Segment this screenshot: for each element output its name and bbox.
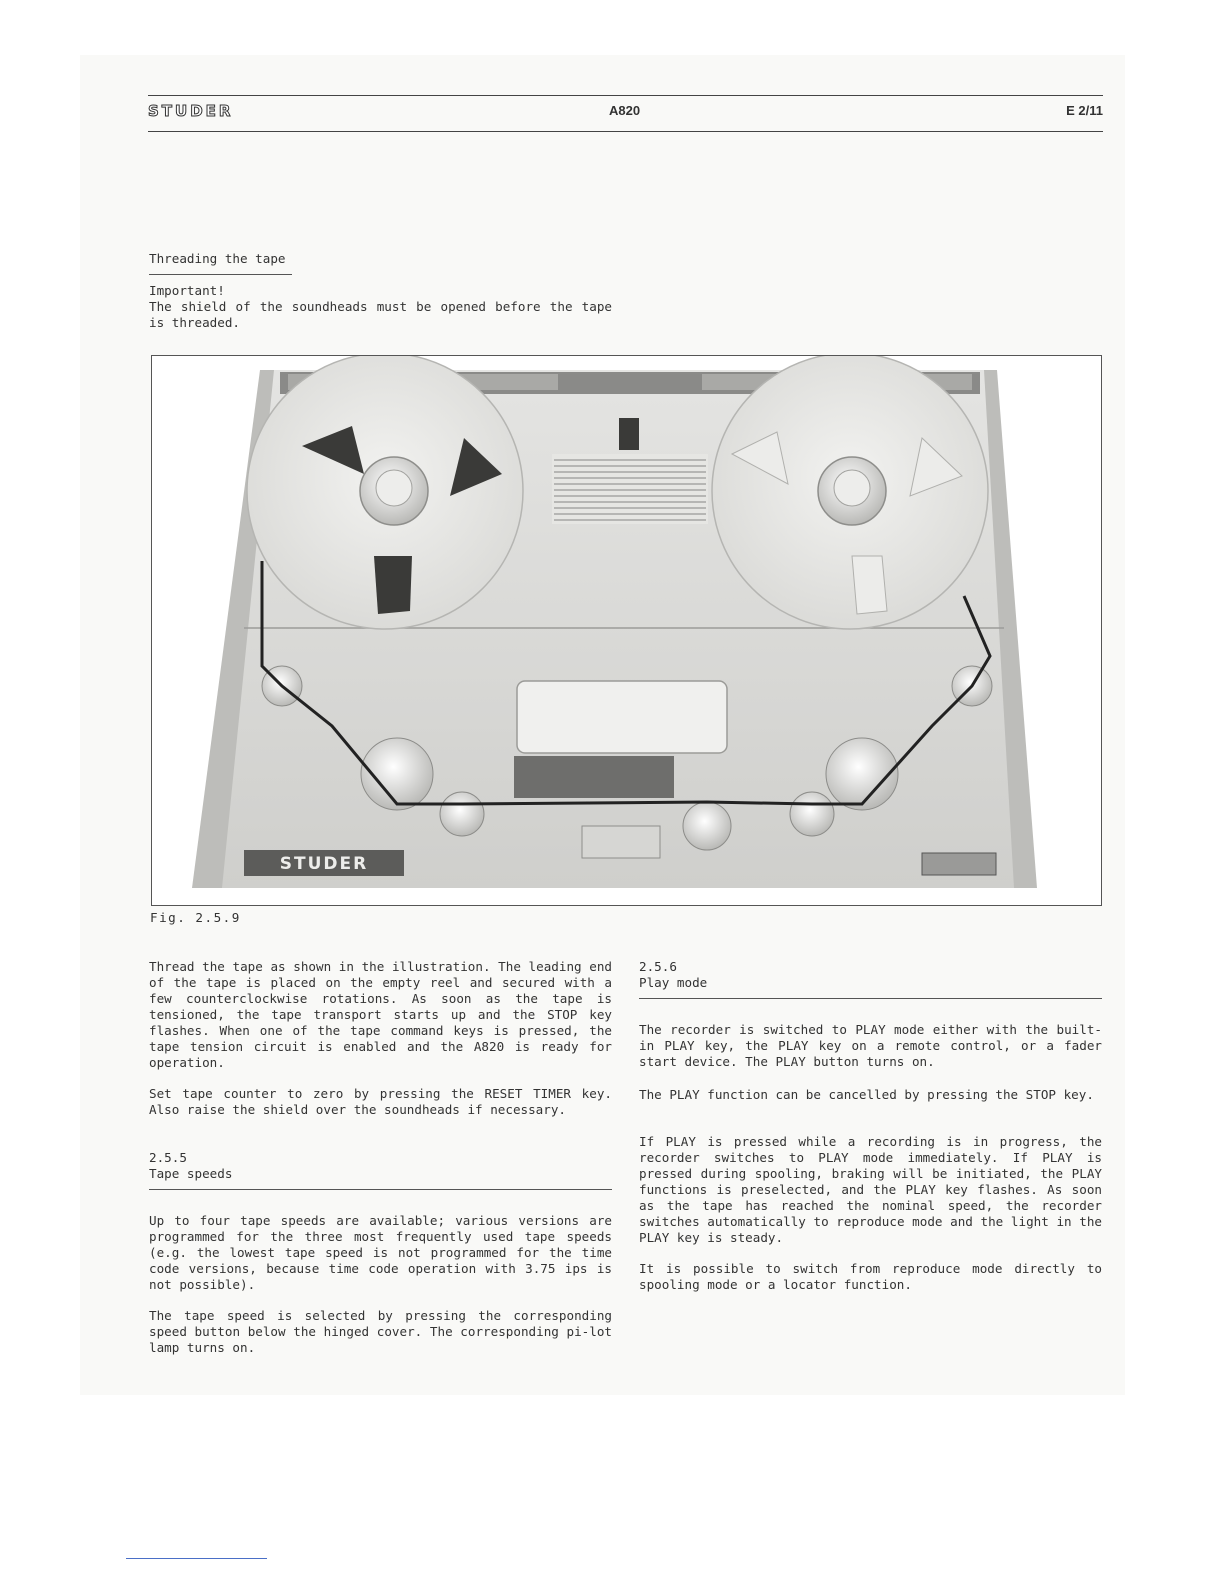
right-paragraph-3: If PLAY is pressed while a recording is in progress, the recorder switches to PLAY mode immediately. If PLAY is pressed during spooling, braking will be initiated, the PLAY functions is preselected, and the PLAY key flashes. As soon as the tape has reached the nominal speed, the recorder switches automatically to reproduce mode and the light in the PLAY key is steady. [639,1134,1102,1245]
figure-frame [151,355,1102,906]
section-number-256: 2.5.6 [639,959,677,974]
right-paragraph-1: The recorder is switched to PLAY mode either with the built-in PLAY key, the PLAY key on a remote control, or a fader start device. The PLAY button turns on. [639,1022,1102,1069]
section-title-threading: Threading the tape [149,251,286,266]
page-number: E 2/11 [1066,103,1103,118]
important-note: The shield of the soundheads must be opened before the tape is threaded. [149,299,612,330]
right-paragraph-4: It is possible to switch from reproduce mode directly to spooling mode or a locator function. [639,1261,1102,1292]
important-label: Important! [149,283,225,298]
header-rule-top [148,95,1103,96]
title-underline [149,274,292,275]
left-paragraph-2: Set tape counter to zero by pressing the RESET TIMER key. Also raise the shield over the soundheads if necessary. [149,1086,612,1117]
right-reel [712,356,988,629]
left-reel [247,356,523,629]
left-paragraph-3: Up to four tape speeds are available; various versions are programmed for the three most frequently used tape speeds (e.g. the lowest tape speed is not programmed for the time code versions, because time code operation with 3.75 ips is not possible). [149,1213,612,1292]
model-name: A820 [609,103,641,118]
section-rule-left [149,1189,612,1190]
figure-caption: Fig. 2.5.9 [150,910,241,925]
counter-window [922,853,996,875]
right-paragraph-2: The PLAY function can be cancelled by pressing the STOP key. [639,1087,1094,1102]
section-number-255: 2.5.5 [149,1150,187,1165]
left-paragraph-4: The tape speed is selected by pressing the corresponding speed button below the hinged cover. The corresponding pi-lot lamp turns on. [149,1308,612,1355]
section-title-play-mode: Play mode [639,975,708,990]
center-switch [619,418,639,450]
header-rule-bottom [148,131,1103,132]
head-cover [517,681,727,753]
center-grille [552,454,708,524]
head-assembly [514,756,674,798]
brand-logo: STUDER [148,102,234,120]
tape-recorder-photo [152,356,1101,905]
footer-link-line [126,1558,267,1559]
left-paragraph-1: Thread the tape as shown in the illustration. The leading end of the tape is placed on the empty reel and secured with a few counterclockwise rotations. As soon as the tape is tensioned, the tape transport starts up and the STOP key flashes. When one of the tape command keys is pressed, the tape tension circuit is enabled and the A820 is ready for operation. [149,959,612,1070]
section-title-tape-speeds: Tape speeds [149,1166,233,1181]
brand-plate-text: STUDER [279,854,369,874]
section-rule-right [639,998,1102,999]
